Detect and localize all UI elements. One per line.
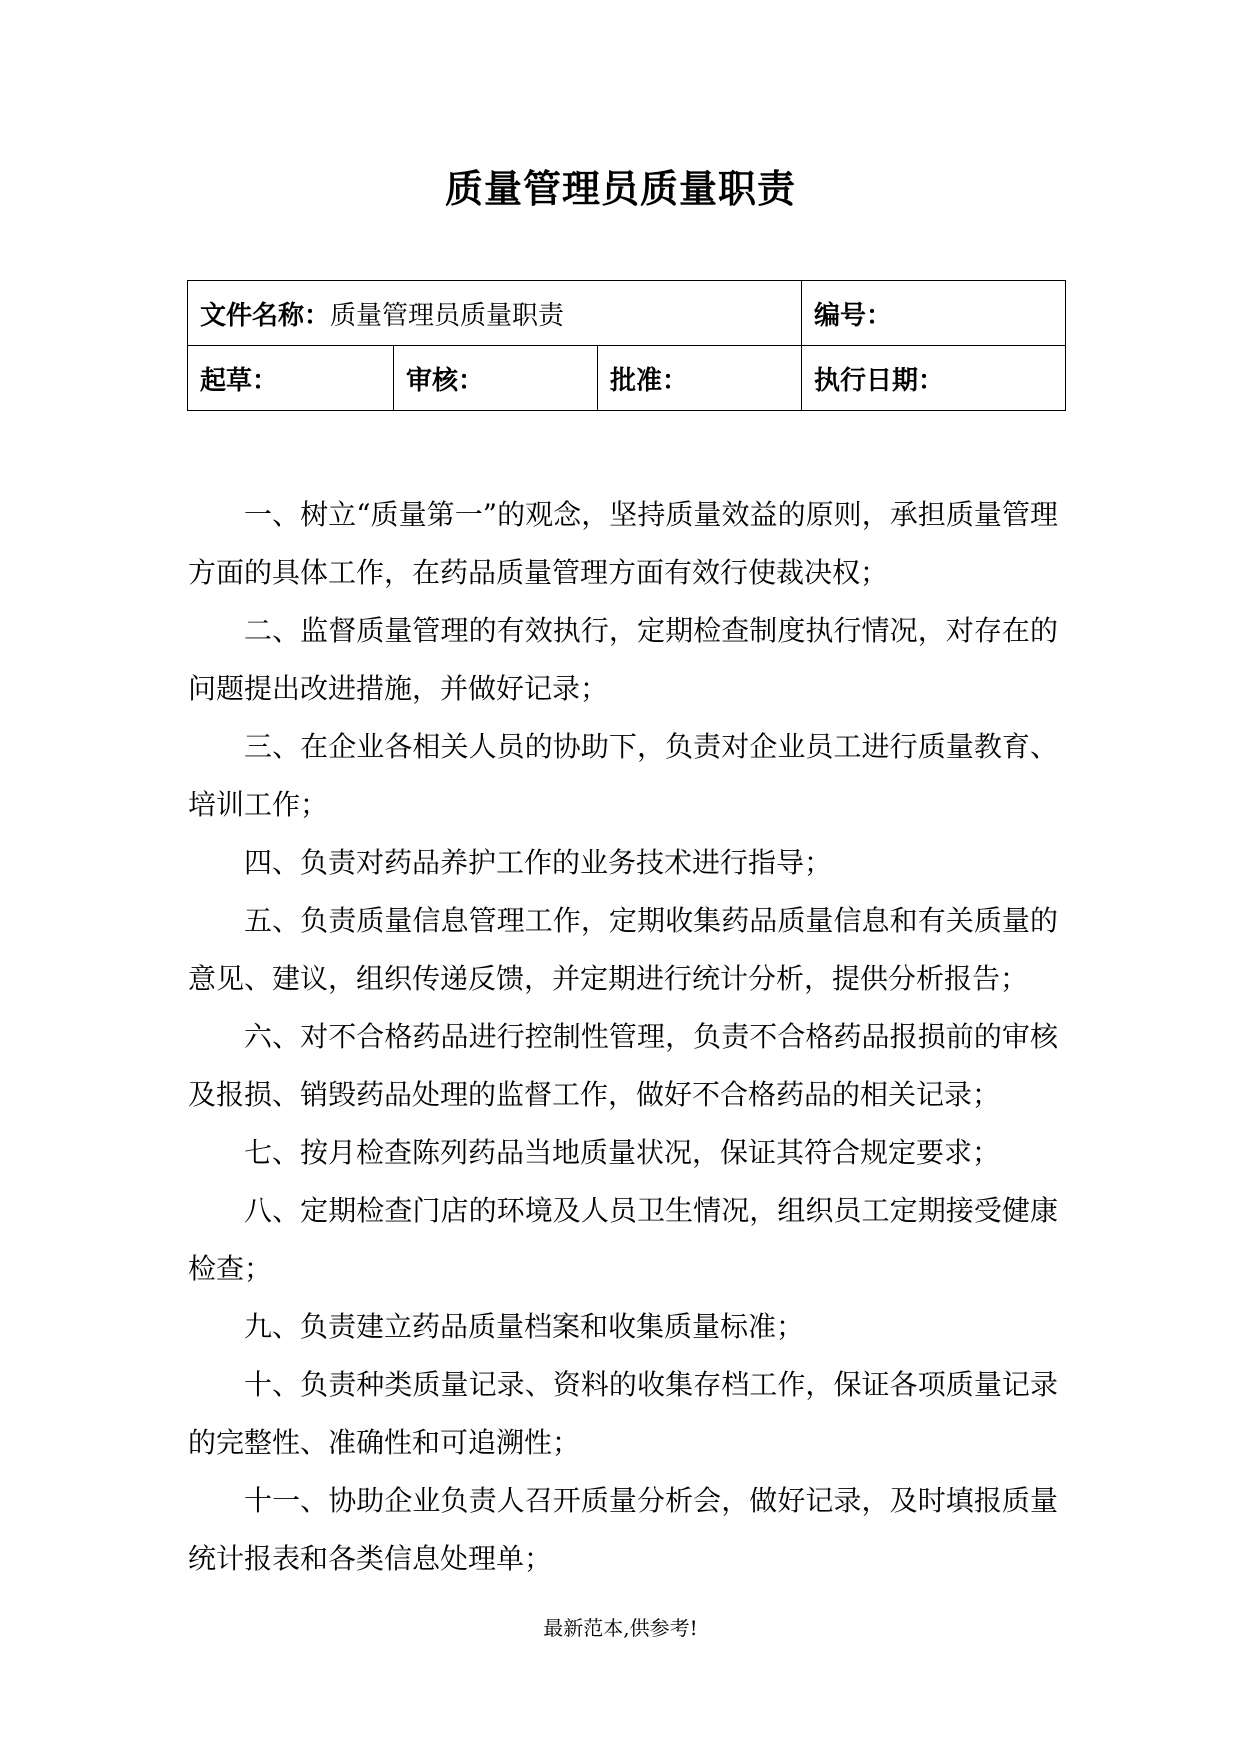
duty-paragraph: 三、在企业各相关人员的协助下，负责对企业员工进行质量教育、培训工作；	[188, 730, 1058, 821]
document-title: 质量管理员质量职责	[444, 166, 796, 211]
exec-date-label: 执行日期：	[814, 365, 945, 396]
duty-paragraph: 一、树立“质量第一”的观念，坚持质量效益的原则，承担质量管理方面的具体工作，在药品质量管理方面有效行使裁决权；	[188, 498, 1058, 589]
duty-paragraph: 十一、协助企业负责人召开质量分析会，做好记录，及时填报质量统计报表和各类信息处理单；	[188, 1484, 1058, 1575]
info-row-file	[188, 281, 1066, 346]
duty-paragraph: 十、负责种类质量记录、资料的收集存档工作，保证各项质量记录的完整性、准确性和可追溯性；	[188, 1368, 1058, 1459]
number-label: 编号：	[814, 300, 893, 331]
draft-label: 起草：	[200, 365, 279, 396]
duty-paragraph: 九、负责建立药品质量档案和收集质量标准；	[244, 1310, 805, 1343]
exec-date-cell	[802, 346, 1066, 411]
review-label: 审核：	[406, 365, 485, 396]
duties-body	[188, 486, 1058, 1588]
approve-label: 批准：	[610, 365, 689, 396]
duty-paragraph: 二、监督质量管理的有效执行，定期检查制度执行情况，对存在的问题提出改进措施，并做好记录；	[188, 614, 1058, 705]
page-footer: 最新范本,供参考!	[543, 1616, 698, 1640]
file-name-label: 文件名称：	[200, 300, 331, 331]
duty-paragraph: 八、定期检查门店的环境及人员卫生情况，组织员工定期接受健康检查；	[188, 1194, 1058, 1285]
duty-paragraph: 七、按月检查陈列药品当地质量状况，保证其符合规定要求；	[244, 1136, 1001, 1169]
info-row-approval	[188, 346, 1066, 411]
review-cell	[394, 346, 598, 411]
file-name-cell	[188, 281, 802, 346]
duty-paragraph: 六、对不合格药品进行控制性管理，负责不合格药品报损前的审核及报损、销毁药品处理的监督工作，做好不合格药品的相关记录；	[188, 1020, 1058, 1111]
draft-cell	[188, 346, 394, 411]
file-name-value: 质量管理员质量职责	[330, 300, 565, 331]
approve-cell	[598, 346, 802, 411]
document-info-table	[187, 280, 1066, 411]
duty-paragraph: 四、负责对药品养护工作的业务技术进行指导；	[244, 846, 833, 879]
number-cell	[802, 281, 1066, 346]
duty-paragraph: 五、负责质量信息管理工作，定期收集药品质量信息和有关质量的意见、建议，组织传递反馈，并定期进行统计分析，提供分析报告；	[188, 904, 1058, 995]
